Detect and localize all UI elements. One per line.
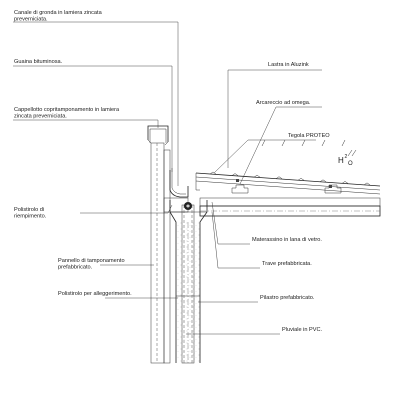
label-omega: Arcareccio ad omega. [256,100,311,106]
label-coping: Cappellotto copritamponamento in lamiera zincata preverniciata. [14,107,120,120]
water-symbol-o: O [348,161,353,167]
water-symbol [338,150,356,167]
leader-lines [13,22,322,334]
label-sheath: Guaina bituminosa. [14,59,63,65]
glass-wool-mat [200,198,380,206]
coping-cap [148,126,168,145]
water-symbol-sub: 2 [344,154,348,160]
beam [200,206,380,216]
label-gutter: Canale di gronda in lamiera zincata preverniciata. [14,10,102,23]
roof-layers [196,172,380,194]
label-tile: Tegola PROTEO [288,133,330,139]
label-sheet: Lastra in Aluzink [268,62,309,68]
label-polystyrene-fill: Polistirolo di riempimento. [14,207,47,220]
fixing-screws [236,179,332,188]
gutter [170,168,188,197]
label-pipe: Pluviale in PVC. [282,327,323,333]
wall-panel [151,143,170,363]
pillar [170,200,207,363]
rain-marks [262,140,345,146]
label-wool: Materassino in lana di vetro. [252,237,322,243]
water-symbol-h: H [338,156,344,165]
label-pillar: Pilastro prefabbricato. [260,295,315,301]
label-panel: Pannello di tamponamento prefabbricato. [58,258,125,271]
label-beam: Trave prefabbricata. [262,261,312,267]
label-polystyrene-light: Polistirolo per alleggerimento. [58,291,132,297]
